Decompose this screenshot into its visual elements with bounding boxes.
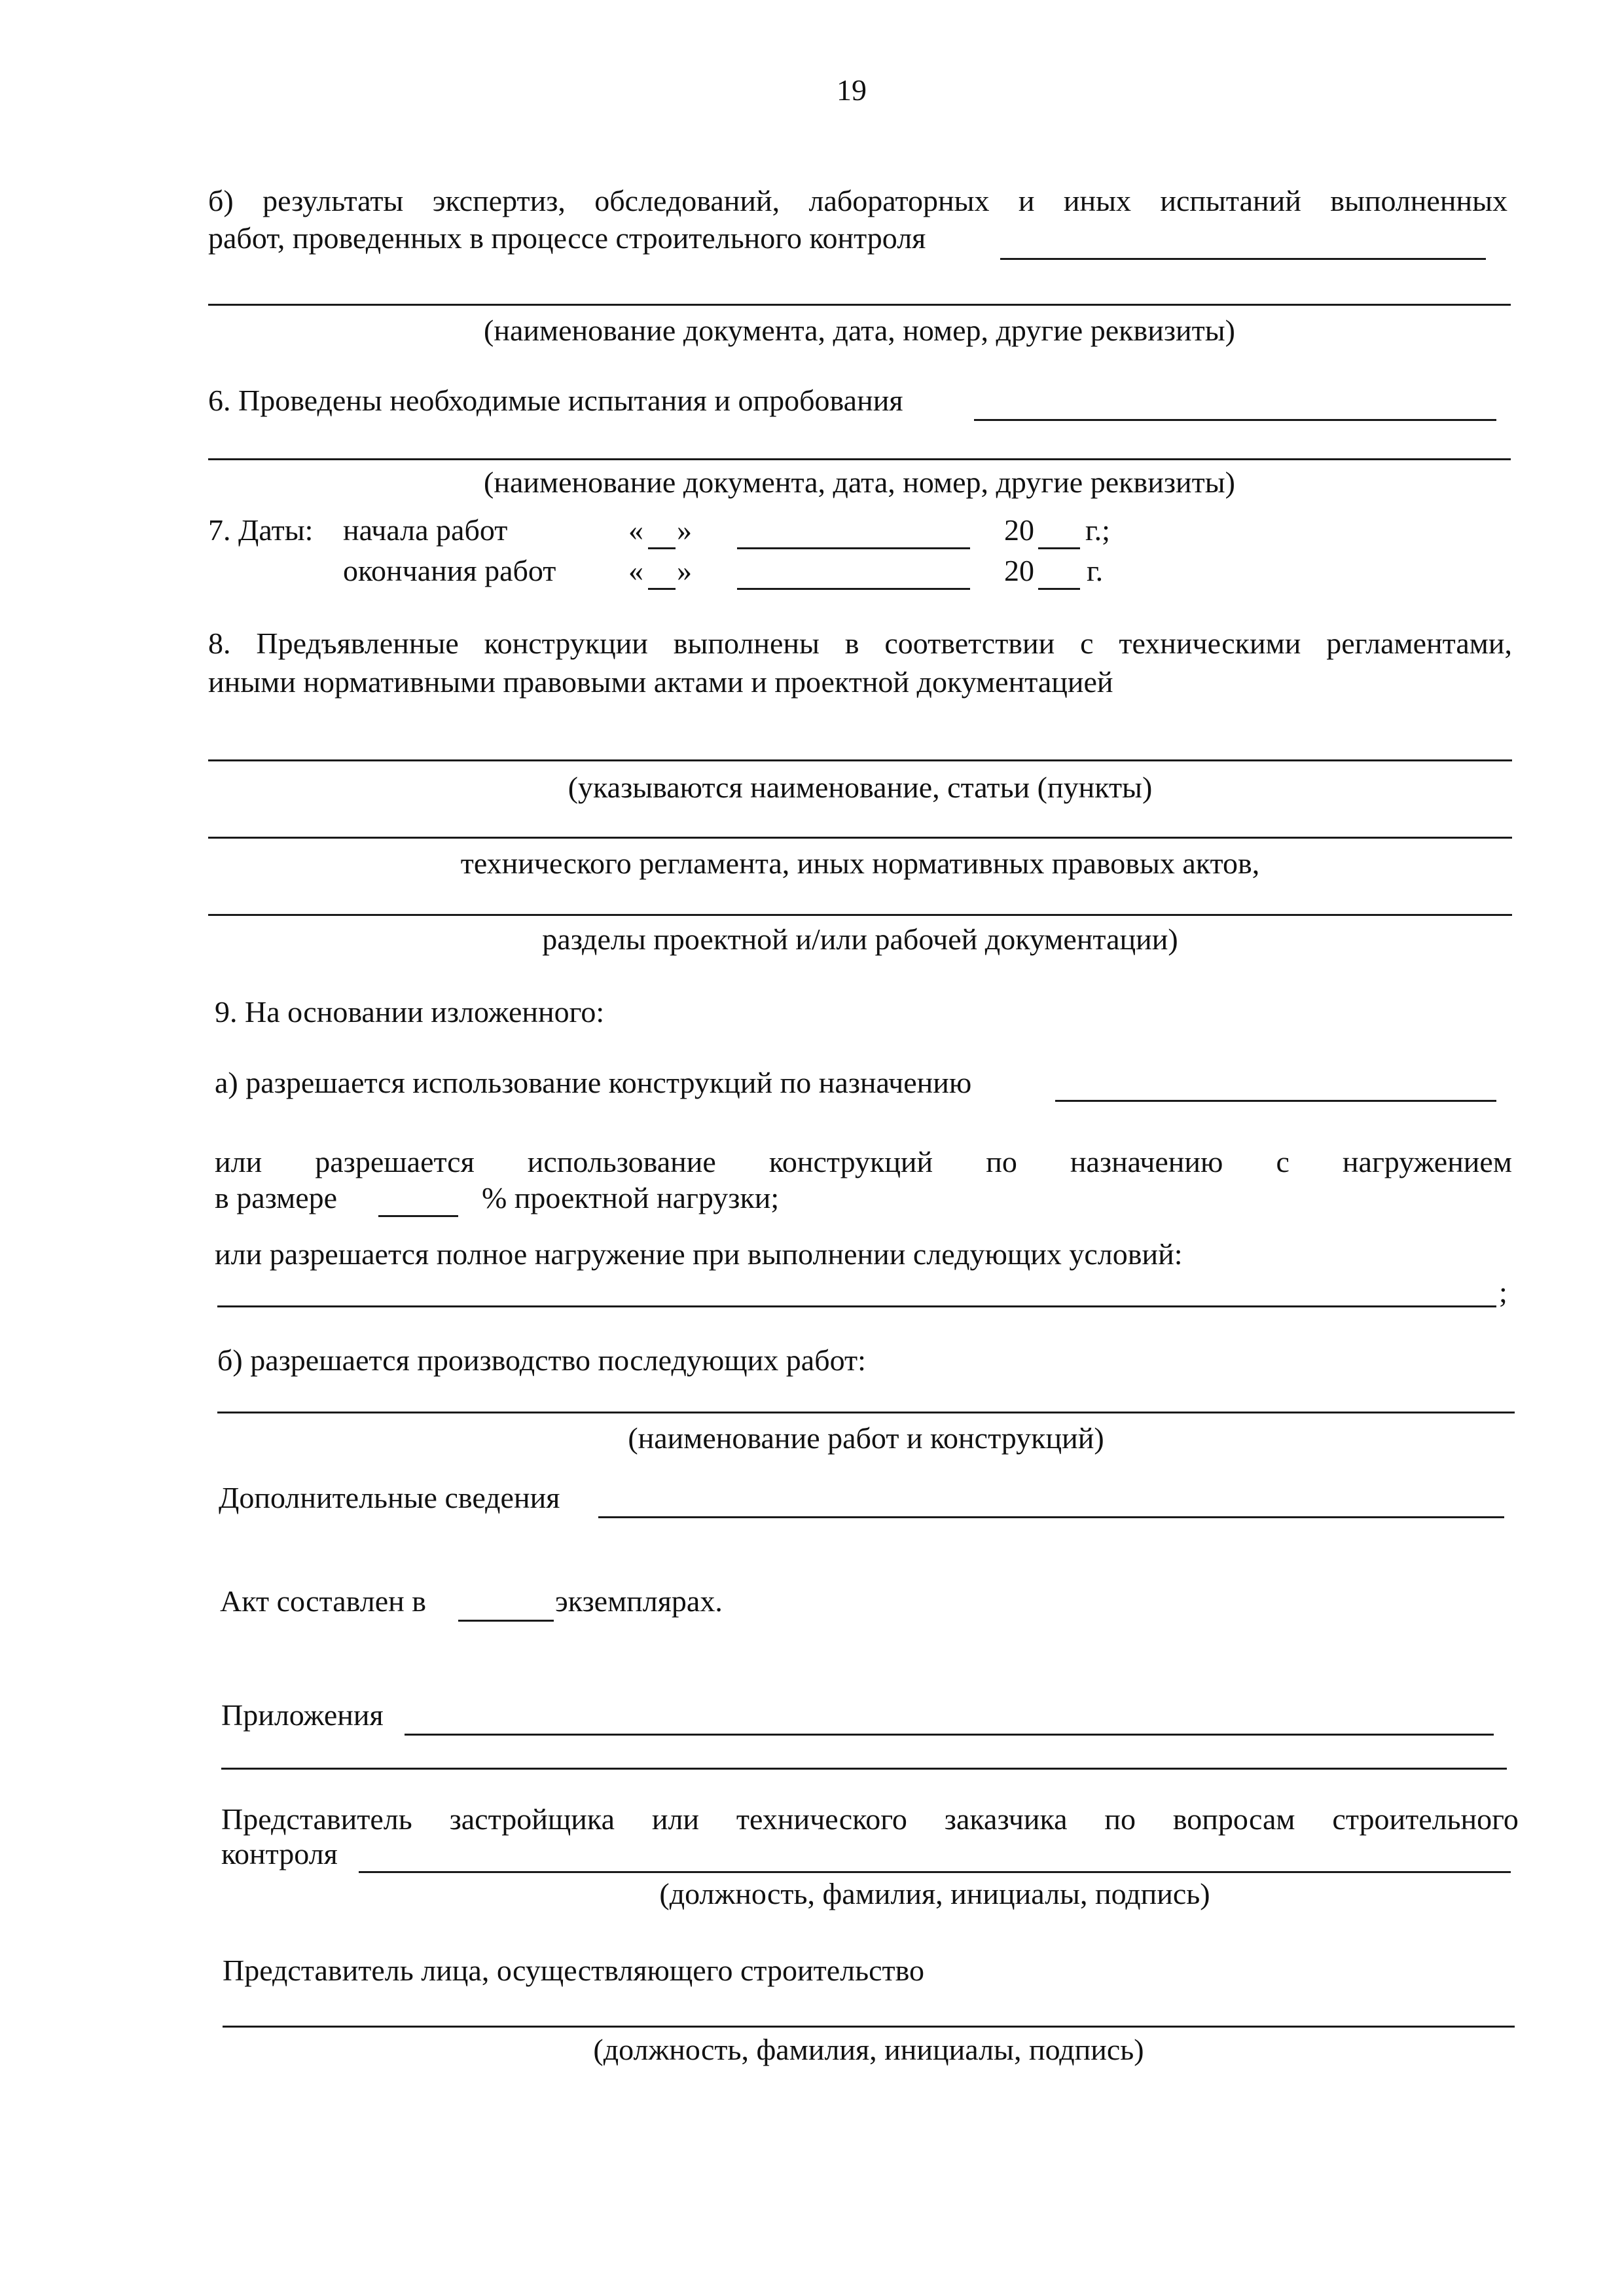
appendix-field-2[interactable] xyxy=(221,1768,1507,1770)
compliance-line-2: иными нормативными правовыми актами и проектной документацией xyxy=(208,665,1113,699)
results-word: обследований, xyxy=(594,184,780,217)
copies-count-field[interactable] xyxy=(458,1620,554,1622)
developer-rep-word: вопросам xyxy=(1172,1802,1295,1836)
developer-rep-field[interactable] xyxy=(359,1871,1511,1873)
start-month-field[interactable] xyxy=(737,547,970,549)
compliance-word: 8. xyxy=(208,627,231,660)
results-word: результаты xyxy=(262,184,404,217)
partial-load-suffix: % проектной нагрузки; xyxy=(482,1181,780,1214)
developer-rep-line-2: контроля xyxy=(221,1837,338,1870)
results-line-1 xyxy=(208,183,1507,218)
start-quote-open: « xyxy=(628,513,643,547)
permit-use-label: а) разрешается использование конструкций по назначению xyxy=(215,1066,972,1099)
copies-prefix: Акт составлен в xyxy=(220,1584,426,1618)
partial-load-word: по xyxy=(986,1145,1017,1178)
developer-rep-word: или xyxy=(651,1802,700,1836)
additional-info-label: Дополнительные сведения xyxy=(219,1481,560,1514)
tests-label: 6. Проведены необходимые испытания и опробования xyxy=(208,384,903,417)
start-year-prefix: 20 xyxy=(1004,513,1034,547)
compliance-caption-3: разделы проектной и/или рабочей документации) xyxy=(542,922,1178,956)
results-word: иных xyxy=(1063,184,1131,217)
tests-document-line[interactable] xyxy=(208,458,1511,460)
compliance-word: конструкции xyxy=(484,627,648,660)
partial-load-word: конструкций xyxy=(768,1145,933,1178)
developer-rep-word: застройщика xyxy=(449,1802,615,1836)
builder-rep-field[interactable] xyxy=(223,2026,1515,2028)
results-word: б) xyxy=(208,184,234,217)
builder-rep-label: Представитель лица, осуществляющего строительство xyxy=(223,1954,925,1987)
partial-load-word: или xyxy=(215,1145,262,1178)
partial-load-prefix: в размере xyxy=(215,1181,338,1214)
compliance-word: с xyxy=(1080,627,1094,660)
end-year-prefix: 20 xyxy=(1004,554,1034,587)
developer-rep-caption: (должность, фамилия, инициалы, подпись) xyxy=(659,1877,1210,1910)
results-word: и xyxy=(1018,184,1035,217)
partial-load-word: с xyxy=(1276,1145,1290,1178)
developer-rep-word: заказчика xyxy=(944,1802,1068,1836)
appendix-label: Приложения xyxy=(221,1698,384,1732)
start-quote-close: » xyxy=(677,513,692,547)
compliance-word: Предъявленные xyxy=(256,627,459,660)
additional-info-field[interactable] xyxy=(598,1516,1504,1518)
compliance-caption-1: (указываются наименование, статьи (пункты) xyxy=(568,771,1153,804)
compliance-word: в xyxy=(844,627,859,660)
dates-label: 7. Даты: xyxy=(208,513,314,547)
developer-rep-word: по xyxy=(1104,1802,1136,1836)
tests-fill-line[interactable] xyxy=(974,419,1496,421)
page-number: 19 xyxy=(837,73,867,107)
results-fill-line[interactable] xyxy=(1000,258,1486,260)
developer-rep-word: Представитель xyxy=(221,1802,412,1836)
start-day-field[interactable] xyxy=(648,547,676,549)
full-load-label: или разрешается полное нагружение при выполнении следующих условий: xyxy=(215,1237,1183,1271)
appendix-field[interactable] xyxy=(405,1734,1494,1736)
compliance-line-b[interactable] xyxy=(208,837,1512,839)
conditions-semicolon: ; xyxy=(1499,1275,1507,1309)
developer-rep-word: строительного xyxy=(1332,1802,1519,1836)
compliance-caption-2: технического регламента, иных нормативных правовых актов, xyxy=(460,847,1260,880)
subsequent-works-label: б) разрешается производство последующих работ: xyxy=(217,1343,866,1377)
partial-load-line-1 xyxy=(215,1144,1512,1179)
load-percent-field[interactable] xyxy=(378,1215,458,1217)
compliance-line-1 xyxy=(208,626,1512,661)
compliance-word: техническими xyxy=(1119,627,1301,660)
end-year-suffix: г. xyxy=(1087,554,1104,587)
results-line-2: работ, проведенных в процессе строительного контроля xyxy=(208,221,926,255)
subsequent-works-field[interactable] xyxy=(217,1412,1515,1413)
partial-load-word: назначению xyxy=(1070,1145,1223,1178)
copies-suffix: экземплярах. xyxy=(555,1584,723,1618)
start-year-field[interactable] xyxy=(1038,547,1080,549)
compliance-word: выполнены xyxy=(673,627,820,660)
compliance-line-a[interactable] xyxy=(208,759,1512,761)
full-load-conditions-field[interactable] xyxy=(217,1305,1496,1307)
compliance-word: соответствии xyxy=(884,627,1055,660)
end-date-label: окончания работ xyxy=(343,554,556,587)
developer-rep-line-1 xyxy=(221,1802,1519,1836)
tests-caption: (наименование документа, дата, номер, другие реквизиты) xyxy=(484,465,1235,499)
results-word: лабораторных xyxy=(808,184,990,217)
end-month-field[interactable] xyxy=(737,588,970,590)
start-year-suffix: г.; xyxy=(1085,513,1110,547)
results-word: выполненных xyxy=(1330,184,1507,217)
end-day-field[interactable] xyxy=(648,588,676,590)
basis-intro: 9. На основании изложенного: xyxy=(215,995,605,1029)
compliance-line-c[interactable] xyxy=(208,914,1512,916)
subsequent-works-caption: (наименование работ и конструкций) xyxy=(628,1421,1104,1455)
start-date-label: начала работ xyxy=(343,513,508,547)
end-year-field[interactable] xyxy=(1038,588,1080,590)
results-word: экспертиз, xyxy=(432,184,566,217)
end-quote-open: « xyxy=(628,554,643,587)
partial-load-word: использование xyxy=(527,1145,716,1178)
results-caption: (наименование документа, дата, номер, другие реквизиты) xyxy=(484,314,1235,347)
permit-use-field[interactable] xyxy=(1055,1100,1496,1102)
partial-load-word: разрешается xyxy=(315,1145,475,1178)
partial-load-word: нагружением xyxy=(1342,1145,1512,1178)
compliance-word: регламентами, xyxy=(1326,627,1512,660)
developer-rep-word: технического xyxy=(736,1802,907,1836)
results-word: испытаний xyxy=(1160,184,1301,217)
builder-rep-caption: (должность, фамилия, инициалы, подпись) xyxy=(593,2033,1144,2066)
results-document-line[interactable] xyxy=(208,304,1511,306)
end-quote-close: » xyxy=(677,554,692,587)
